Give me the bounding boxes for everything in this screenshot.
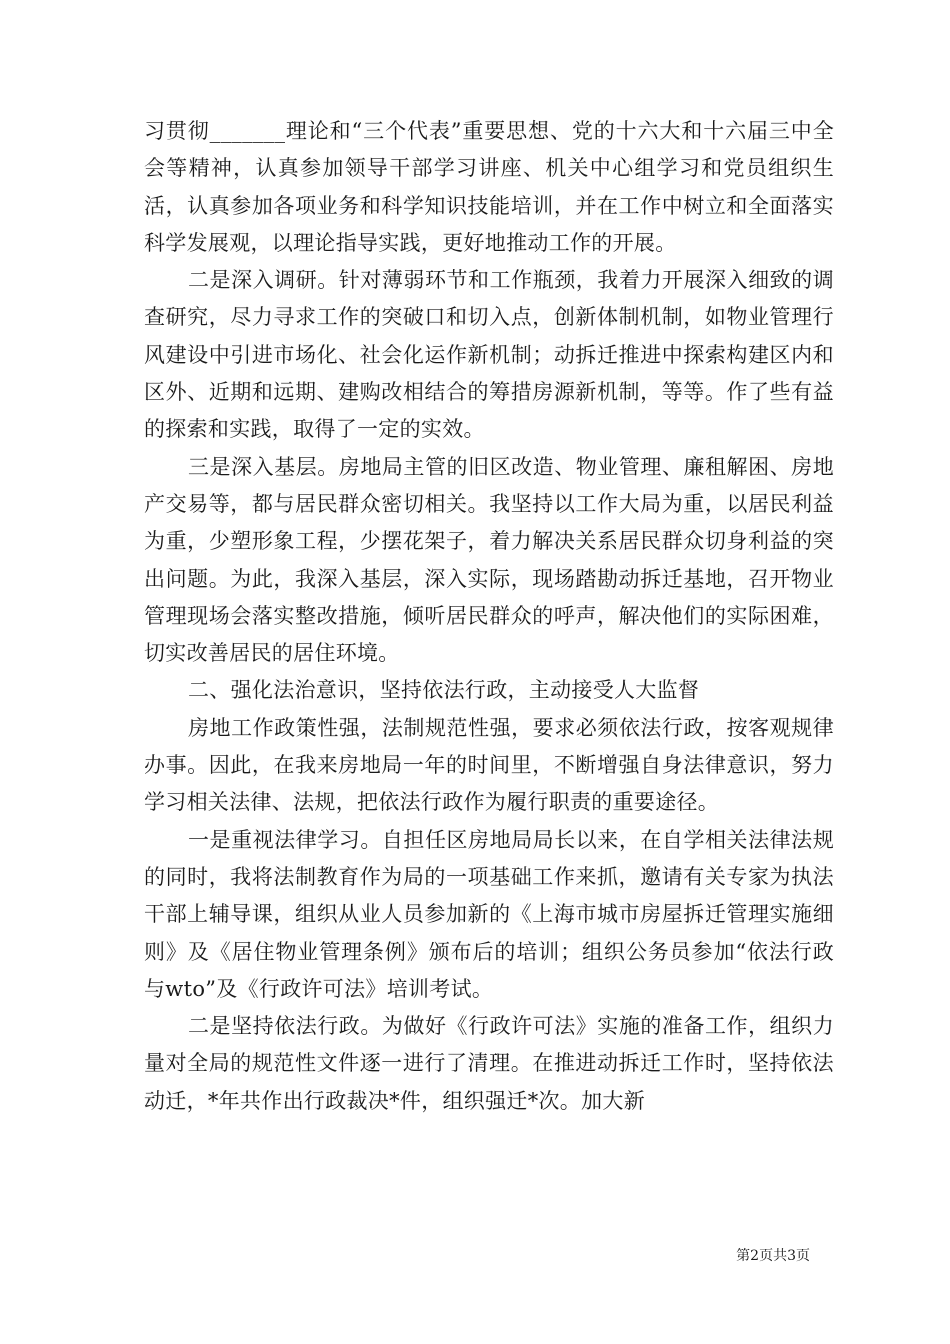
document-body (144, 113, 834, 1120)
paragraph-continued-study: 习贯彻_______理论和“三个代表”重要思想、党的十六大和十六届三中全会等精神，认真参加领导干部学习讲座、机关中心组学习和党员组织生活，认真参加各项业务和科学知识技能培训，并在工作中树立和全面落实科学发展观，以理论指导实践，更好地推动工作的开展。 (144, 119, 834, 255)
paragraph-grassroots: 三是深入基层。房地局主管的旧区改造、物业管理、廉租解困、房地产交易等，都与居民群众密切相关。我坚持以工作大局为重，以居民利益为重，少塑形象工程，少摆花架子，着力解决关系居民群众切身利益的突出问题。为此，我深入基层，深入实际，现场踏勘动拆迁基地，召开物业管理现场会落实整改措施，倾听居民群众的呼声，解决他们的实际困难，切实改善居民的居住环境。 (144, 454, 834, 666)
paragraph-lawful-administration: 二是坚持依法行政。为做好《行政许可法》实施的准备工作，组织力量对全局的规范性文件逐一进行了清理。在推进动拆迁工作时，坚持依法动迁，*年共作出行政裁决*件，组织强迁*次。加大新 (144, 1014, 834, 1113)
page-number-footer: 第2页共3页 (736, 1248, 810, 1264)
paragraph-research: 二是深入调研。针对薄弱环节和工作瓶颈，我着力开展深入细致的调查研究，尽力寻求工作的突破口和切入点，创新体制机制，如物业管理行风建设中引进市场化、社会化运作新机制；动拆迁推进中探索构建区内和区外、近期和远期、建购改相结合的筹措房源新机制，等等。作了些有益的探索和实践，取得了一定的实效。 (144, 268, 834, 442)
section-heading-rule-of-law: 二、强化法治意识，坚持依法行政，主动接受人大监督 (188, 678, 700, 703)
paragraph-legal-study: 一是重视法律学习。自担任区房地局局长以来，在自学相关法律法规的同时，我将法制教育作为局的一项基础工作来抓，邀请有关专家为执法干部上辅导课，组织从业人员参加新的《上海市城市房屋拆迁管理实施细则》及《居住物业管理条例》颁布后的培训；组织公务员参加“依法行政与wto”及《行政许可法》培训考试。 (144, 827, 834, 1001)
paragraph-policy-intro: 房地工作政策性强，法制规范性强，要求必须依法行政，按客观规律办事。因此，在我来房地局一年的时间里，不断增强自身法律意识，努力学习相关法律、法规，把依法行政作为履行职责的重要途径。 (144, 715, 834, 815)
